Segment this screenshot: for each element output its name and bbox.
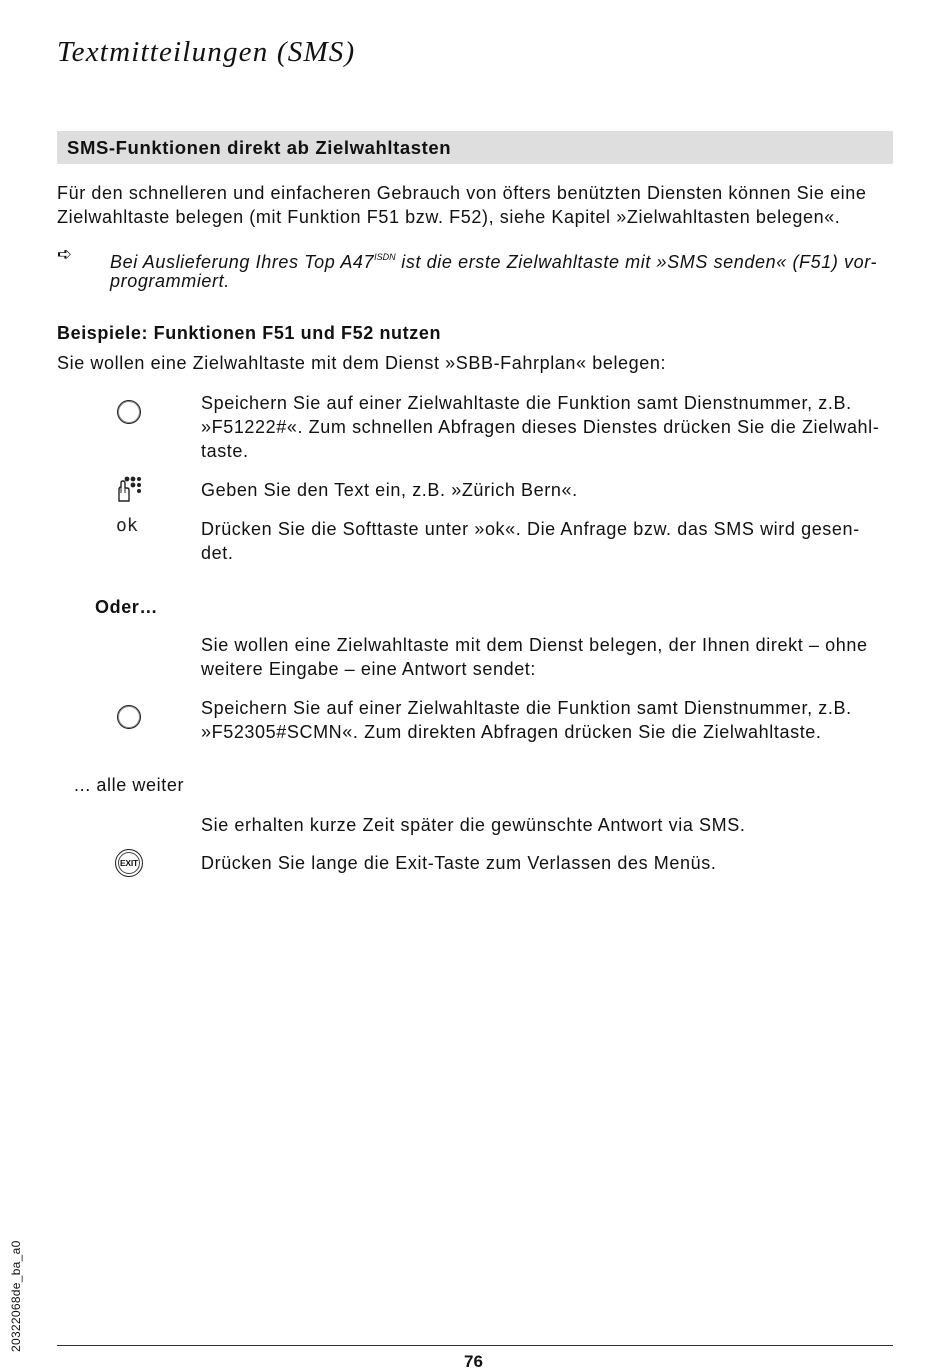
speed-dial-key-icon [117,705,141,729]
result-line: Sie erhalten kurze Zeit später die gewünschte Antwort via SMS. [201,815,746,835]
intro-line-1: Für den schnelleren und einfacheren Gebrauch von öfters benützten Diensten können Sie eine [57,183,867,203]
step1-line-3: taste. [201,441,249,461]
intro-line-2: Zielwahltaste belegen (mit Funktion F51 bzw. F52), siehe Kapitel »Zielwahltasten belegen«. [57,207,841,227]
alt-intro-line-2: weitere Eingabe – eine Antwort sendet: [201,659,537,679]
step1-line-1: Speichern Sie auf einer Zielwahltaste die Funktion samt Dienstnummer, z.B. [201,393,852,413]
note-arrow-icon: ➪ [57,244,73,264]
note-line-1-rest: ist die erste Zielwahltaste mit »SMS senden« (F51) vor- [395,252,878,272]
examples-heading: Beispiele: Funktionen F51 und F52 nutzen [57,323,442,343]
note-line-2: programmiert. [110,271,230,291]
step3-line-1: Drücken Sie die Softtaste unter »ok«. Die Anfrage bzw. das SMS wird gesen- [201,519,860,539]
note-superscript: ISDN [374,252,396,262]
ok-softkey-icon: ok [116,515,138,536]
exit-key-icon [115,849,143,877]
page-title: Textmitteilungen (SMS) [57,36,356,68]
step3-line-2: det. [201,543,234,563]
section-title: SMS-Funktionen direkt ab Zielwahltasten [67,137,452,158]
alt-intro-line-1: Sie wollen eine Zielwahltaste mit dem Dienst belegen, der Ihnen direkt – ohne [201,635,868,655]
step4-line-2: »F52305#SCMN«. Zum direkten Abfragen drücken Sie die Zielwahltaste. [201,722,822,742]
step4-line-1: Speichern Sie auf einer Zielwahltaste die Funktion samt Dienstnummer, z.B. [201,698,852,718]
page-number: 76 [464,1352,483,1371]
exit-key-label: EXIT [119,858,139,868]
or-label: Oder… [95,597,159,617]
step2-line-1: Geben Sie den Text ein, z.B. »Zürich Bern«. [201,480,578,500]
note-line-1-text: Bei Auslieferung Ihres Top A47 [110,252,375,272]
step1-line-2: »F51222#«. Zum schnellen Abfragen dieses Dienstes drücken Sie die Zielwahl- [201,417,880,437]
document-code: 20322068de_ba_a0 [9,1240,23,1352]
speed-dial-key-icon [117,400,141,424]
footer-divider [57,1345,893,1346]
step5-line-1: Drücken Sie lange die Exit-Taste zum Verlassen des Menüs. [201,853,717,873]
continue-label: ... alle weiter [74,775,185,795]
keypad-icon [115,475,141,508]
examples-intro: Sie wollen eine Zielwahltaste mit dem Dienst »SBB-Fahrplan« belegen: [57,353,667,373]
